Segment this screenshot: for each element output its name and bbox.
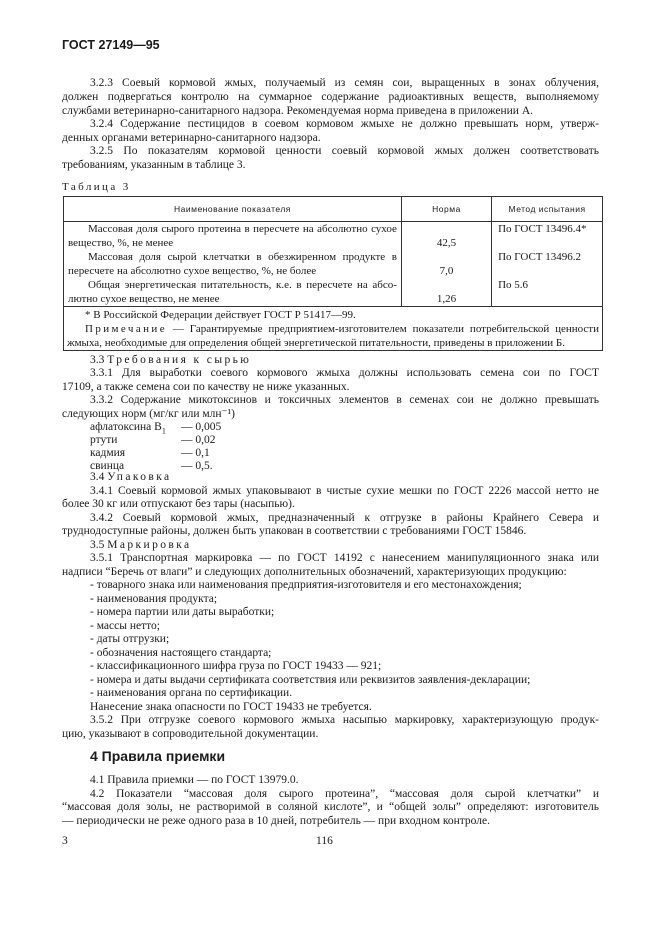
limit-name: ртути xyxy=(90,434,118,446)
table-cell-text: 1,26 xyxy=(436,293,457,305)
heading-text: Упаковка xyxy=(107,471,172,483)
list-item: - товарного знака или наименования предприятия-изготовителя и его местонахождения; xyxy=(90,579,522,591)
table-cell-text: По 5.6 xyxy=(498,279,529,291)
heading-number: 3.5 xyxy=(90,539,105,551)
list-item: - обозначения настоящего стандарта; xyxy=(90,647,272,659)
column-header-method: Метод испытания xyxy=(492,197,603,222)
heading-number: 3.3 xyxy=(90,354,105,366)
section-heading-3-5 xyxy=(90,538,192,552)
page-number: 116 xyxy=(316,835,333,847)
paragraph-line: 3.5.1 Транспортная маркировка — по ГОСТ 14192 с нанесением манипуляционного знака или xyxy=(90,552,599,564)
table-cell-text: Массовая доля сырой клетчатки в обезжиренном продукте в xyxy=(88,251,397,263)
indicator-names-cell xyxy=(64,222,402,307)
paragraph-line: 3.2.5 По показателям кормовой ценности соевый кормовой жмых должен соответствовать xyxy=(90,145,599,157)
table-header-row xyxy=(64,197,603,222)
paragraph-line: — периодически не реже одного раза в 10 дней, потребитель — при входном контроле. xyxy=(62,815,490,827)
paragraph-line: 4.1 Правила приемки — по ГОСТ 13979.0. xyxy=(90,774,299,786)
section-heading-4: 4 Правила приемки xyxy=(90,748,226,764)
table-cell-text: пересчете на абсолютно сухое вещество, %, не более xyxy=(68,265,317,277)
paragraph-line: 3.3.1 Для выработки соевого кормового жмыха должны использовать семена сои по ГОСТ xyxy=(90,367,599,379)
list-item: - номера и даты выдачи сертификата соответствия или реквизитов заявления-декларации; xyxy=(90,674,531,686)
note-label: Примечание xyxy=(85,323,167,335)
list-item: - массы нетто; xyxy=(90,620,160,632)
paragraph-line: “массовая доля золы, не растворимой в соляной кислоте”, и “общей золы” определяют: изготовитель xyxy=(62,801,599,813)
paragraph-line: должен подвергаться контролю на суммарное содержание радиоактивных веществ, выполняемому xyxy=(62,91,599,103)
table-body-row xyxy=(64,222,603,307)
table-cell-text: Массовая доля сырого протеина в пересчете на абсолютно сухое xyxy=(88,223,397,235)
list-item: - наименования продукта; xyxy=(90,593,218,605)
table-cell-text: По ГОСТ 13496.4* xyxy=(498,223,587,235)
paragraph-line: Нанесение знака опасности по ГОСТ 19433 не требуется. xyxy=(90,701,372,713)
limit-value: — 0,1 xyxy=(181,447,210,459)
table-caption: Таблица 3 xyxy=(62,181,131,193)
table-3 xyxy=(63,196,603,351)
limit-value: — 0,5. xyxy=(181,460,213,472)
limit-name: кадмия xyxy=(90,447,126,459)
table-footnote-cell xyxy=(64,307,603,351)
limit-subscript: 1 xyxy=(161,426,166,436)
heading-text: Маркировка xyxy=(107,539,192,551)
section-heading-3-3 xyxy=(90,353,251,367)
paragraph-line: 3.2.4 Содержание пестицидов в соевом кормовом жмыхе не должно превышать норм, утверж- xyxy=(90,118,599,130)
paragraph-line: 3.2.3 Соевый кормовой жмых, получаемый из семян сои, выращенных в зонах облучения, xyxy=(90,77,599,89)
table-note-line: жмыха, необходимые для определения общей энергетической питательности, приведены в приложении Б. xyxy=(67,337,565,349)
sheet-number: 3 xyxy=(62,835,68,847)
list-item: - классификационного шифра груза по ГОСТ 19433 — 921; xyxy=(90,660,382,672)
paragraph-line: требованиям, указанным в таблице 3. xyxy=(62,159,246,171)
method-cell xyxy=(492,222,603,307)
heading-text: Требования к сырью xyxy=(107,354,252,366)
paragraph-line: 17109, а также семена сои по качеству не ниже указанных. xyxy=(62,381,350,393)
limit-value: — 0,02 xyxy=(181,434,216,446)
note-text: — Гарантируемые предприятием-изготовителем показатели потребительской ценности xyxy=(166,323,599,335)
limit-value: — 0,005 xyxy=(181,421,222,433)
heading-number: 3.4 xyxy=(90,471,105,483)
paragraph-line: следующих норм (мг/кг или млн⁻¹) xyxy=(62,408,235,420)
section-heading-3-4 xyxy=(90,470,172,484)
table-footnote-row xyxy=(64,307,603,351)
table-cell-text: 42,5 xyxy=(436,237,457,249)
paragraph-line: цию, указывают в сопроводительной документации. xyxy=(62,728,319,740)
paragraph-line: труднодоступные районы, должен быть упакован в соответствии с требованиями ГОСТ 15846. xyxy=(62,525,527,537)
paragraph-line: 3.4.1 Соевый кормовой жмых упаковывают в чистые сухие мешки по ГОСТ 2226 массой нетто не xyxy=(90,485,599,497)
paragraph-line: более 30 кг или отпускают без тары (насыпью). xyxy=(62,498,295,510)
paragraph-line: 3.3.2 Содержание микотоксинов и токсичных элементов в семенах сои не должно превышать xyxy=(90,394,599,406)
paragraph-line: службами ветеринарно-санитарного надзора. Рекомендуемая норма приведена в приложении А. xyxy=(62,105,534,117)
table-cell-text: 7,0 xyxy=(439,265,454,277)
list-item: - номера партии или даты выработки; xyxy=(90,606,275,618)
list-item: - даты отгрузки; xyxy=(90,633,170,645)
column-header-name: Наименование показателя xyxy=(64,197,402,222)
paragraph-line: 3.5.2 При отгрузке соевого кормового жмыха насыпью маркировку, характеризующую продук- xyxy=(90,714,599,726)
paragraph-line: 4.2 Показатели “массовая доля сырого протеина”, “массовая доля сырой клетчатки” и xyxy=(90,788,599,800)
limit-name: свинца xyxy=(90,460,125,472)
table-cell-text: По ГОСТ 13496.2 xyxy=(498,251,582,263)
paragraph-line: надписи “Беречь от влаги” и следующих дополнительных обозначений, характеризующих продукцию: xyxy=(62,566,567,578)
paragraph-line: денных органами ветеринарно-санитарного надзора. xyxy=(62,132,321,144)
norm-values-cell xyxy=(401,222,491,307)
table-cell-text: лютно сухое вещество, не менее xyxy=(68,293,220,305)
limit-name-text: афлатоксина В xyxy=(90,421,162,433)
table-cell-text: Общая энергетическая питательность, к.е. в пересчете на абсо- xyxy=(88,279,397,291)
table-cell-text: вещество, %, не менее xyxy=(68,237,174,249)
table-footnote: * В Российской Федерации действует ГОСТ Р 51417—99. xyxy=(85,309,356,321)
list-item: - наименования органа по сертификации. xyxy=(90,687,293,699)
paragraph-line: 3.4.2 Соевый кормовой жмых, предназначенный к отгрузке в районы Крайнего Севера и xyxy=(90,512,599,524)
standard-header: ГОСТ 27149—95 xyxy=(62,38,160,52)
table-note xyxy=(67,322,599,336)
column-header-norm: Норма xyxy=(401,197,491,222)
